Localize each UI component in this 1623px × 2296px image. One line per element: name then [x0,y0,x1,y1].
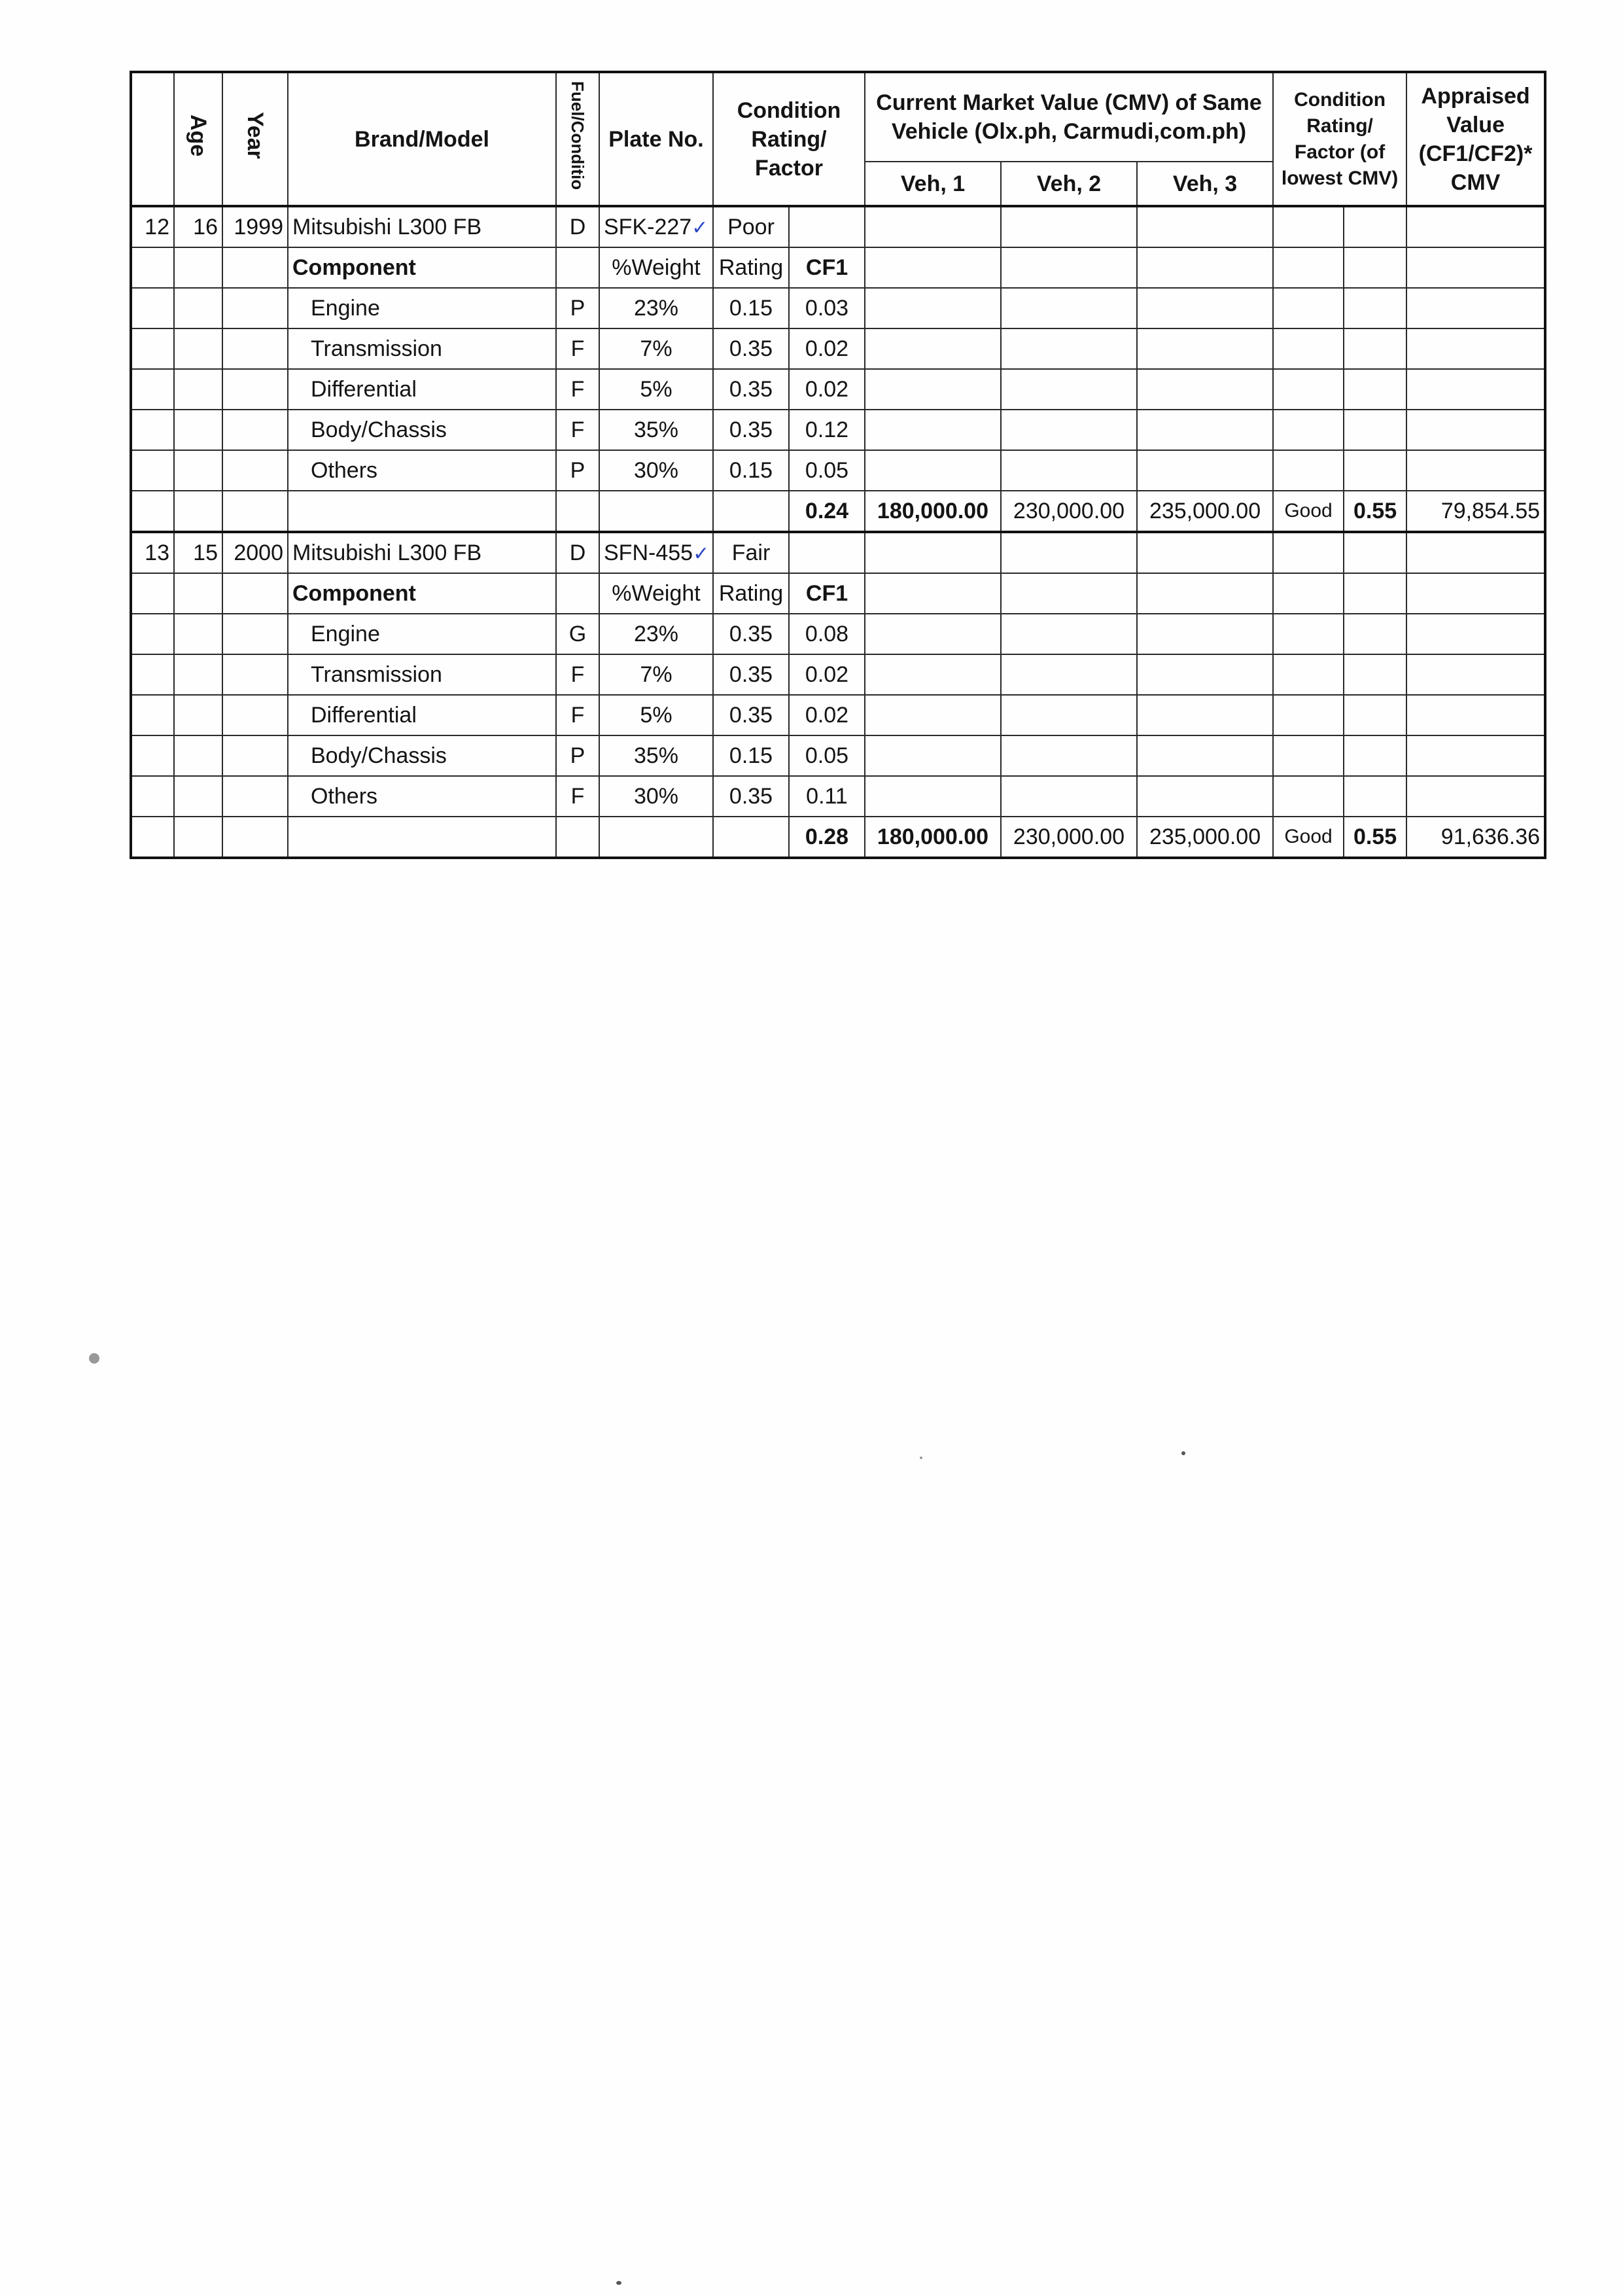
component-cf1: 0.05 [789,450,865,491]
component-grade: P [556,450,599,491]
component-header-row [131,247,1545,288]
component-cf1: 0.02 [789,654,865,695]
component-name: Transmission [288,328,556,369]
component-name: Engine [288,288,556,328]
empty-cell [789,532,865,573]
component-weight: 35% [599,735,713,776]
component-grade: F [556,776,599,817]
component-grade: G [556,614,599,654]
component-weight: 23% [599,288,713,328]
cf2-factor: 0.55 [1344,817,1406,858]
vehicle-model: Mitsubishi L300 FB [288,206,556,247]
component-row [131,288,1545,328]
header-no [131,72,174,206]
vehicle-row [131,206,1545,247]
header-veh3: Veh, 3 [1137,162,1273,206]
component-weight: 7% [599,328,713,369]
component-row [131,450,1545,491]
empty-cell [1001,532,1137,573]
component-name: Body/Chassis [288,410,556,450]
cf2-factor: 0.55 [1344,491,1406,532]
component-weight: 30% [599,450,713,491]
component-grade: F [556,695,599,735]
scan-speck [1181,1451,1185,1455]
component-grade: P [556,735,599,776]
vehicle-fuel: D [556,532,599,573]
cmv-veh2: 230,000.00 [1001,817,1137,858]
empty-cell [1406,206,1545,247]
scan-speck [89,1353,99,1364]
header-fuel-condition: Fuel/Conditio [556,72,599,206]
component-weight: 5% [599,369,713,410]
weight-label: %Weight [599,247,713,288]
cf1-label: CF1 [789,247,865,288]
component-row [131,328,1545,369]
component-name: Transmission [288,654,556,695]
vehicle-year: 1999 [222,206,288,247]
vehicle-age: 15 [174,532,222,573]
vehicle-age: 16 [174,206,222,247]
empty-cell [1001,206,1137,247]
component-row [131,735,1545,776]
component-rating: 0.35 [713,328,789,369]
empty-cell [1344,532,1406,573]
component-row [131,654,1545,695]
component-weight: 30% [599,776,713,817]
component-weight: 23% [599,614,713,654]
header-plate-no: Plate No. [599,72,713,206]
empty-cell [1406,532,1545,573]
header-cmv: Current Market Value (CMV) of Same Vehicle (Olx.ph, Carmudi,com.ph) [865,72,1273,162]
component-row [131,410,1545,450]
vehicle-year: 2000 [222,532,288,573]
cmv-veh3: 235,000.00 [1137,491,1273,532]
plate-text: SFK-227 [604,214,692,239]
total-row [131,817,1545,858]
component-rating: 0.15 [713,288,789,328]
vehicle-plate [599,206,713,247]
component-rating: 0.35 [713,410,789,450]
cmv-veh3: 235,000.00 [1137,817,1273,858]
rating-label: Rating [713,573,789,614]
component-name: Differential [288,695,556,735]
header-veh2: Veh, 2 [1001,162,1137,206]
component-cf1: 0.11 [789,776,865,817]
total-cf1: 0.28 [789,817,865,858]
component-rating: 0.15 [713,735,789,776]
component-cf1: 0.03 [789,288,865,328]
component-row [131,695,1545,735]
cmv-veh1: 180,000.00 [865,817,1001,858]
component-rating: 0.35 [713,695,789,735]
weight-label: %Weight [599,573,713,614]
vehicle-no: 13 [131,532,174,573]
header-condition-rating: Condition Rating/ Factor [713,72,865,206]
cf2-rating: Good [1273,491,1344,532]
component-cf1: 0.02 [789,369,865,410]
component-cf1: 0.02 [789,328,865,369]
pen-tick-mark: ✓ [693,542,710,565]
empty-cell [1137,532,1273,573]
component-grade: F [556,654,599,695]
empty-cell [1273,206,1344,247]
component-row [131,369,1545,410]
component-cf1: 0.05 [789,735,865,776]
component-cf1: 0.08 [789,614,865,654]
vehicle-condition: Poor [713,206,789,247]
vehicle-plate [599,532,713,573]
component-name: Differential [288,369,556,410]
empty-cell [1344,206,1406,247]
vehicle-fuel: D [556,206,599,247]
header-age: Age [174,72,222,206]
component-weight: 7% [599,654,713,695]
appraised-value: 79,854.55 [1406,491,1545,532]
total-row [131,491,1545,532]
component-weight: 5% [599,695,713,735]
component-name: Body/Chassis [288,735,556,776]
empty-cell [1137,206,1273,247]
component-row [131,614,1545,654]
total-cf1: 0.24 [789,491,865,532]
header-row [131,72,1545,162]
component-rating: 0.35 [713,776,789,817]
component-name: Others [288,776,556,817]
empty-cell [865,206,1001,247]
component-rating: 0.35 [713,654,789,695]
appraised-value: 91,636.36 [1406,817,1545,858]
header-appraised-value: Appraised Value (CF1/CF2)* CMV [1406,72,1545,206]
component-name: Engine [288,614,556,654]
header-year: Year [222,72,288,206]
scan-speck [920,1457,922,1459]
header-veh1: Veh, 1 [865,162,1001,206]
component-rating: 0.15 [713,450,789,491]
cf1-label: CF1 [789,573,865,614]
cmv-veh2: 230,000.00 [1001,491,1137,532]
component-grade: F [556,369,599,410]
vehicle-model: Mitsubishi L300 FB [288,532,556,573]
empty-cell [789,206,865,247]
header-condition-lowest: Condition Rating/ Factor (of lowest CMV) [1273,72,1406,206]
cmv-veh1: 180,000.00 [865,491,1001,532]
header-brand-model: Brand/Model [288,72,556,206]
component-grade: F [556,410,599,450]
appraisal-table [130,71,1546,859]
component-grade: F [556,328,599,369]
component-rating: 0.35 [713,369,789,410]
component-grade: P [556,288,599,328]
plate-text: SFN-455 [604,540,693,565]
component-row [131,776,1545,817]
component-name: Others [288,450,556,491]
component-cf1: 0.02 [789,695,865,735]
component-weight: 35% [599,410,713,450]
component-cf1: 0.12 [789,410,865,450]
empty-cell [1273,532,1344,573]
component-header-row [131,573,1545,614]
empty-cell [865,532,1001,573]
vehicle-no: 12 [131,206,174,247]
vehicle-row [131,532,1545,573]
scan-speck [616,2281,621,2285]
rating-label: Rating [713,247,789,288]
component-rating: 0.35 [713,614,789,654]
cf2-rating: Good [1273,817,1344,858]
component-label: Component [288,573,556,614]
pen-tick-mark: ✓ [691,217,708,239]
component-label: Component [288,247,556,288]
vehicle-condition: Fair [713,532,789,573]
